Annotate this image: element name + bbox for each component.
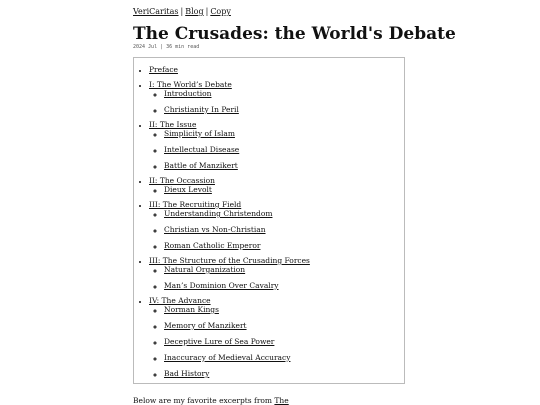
- read-time: 36 min read: [166, 44, 200, 50]
- meta-separator: |: [160, 44, 164, 50]
- toc-subsection-link[interactable]: Man’s Dominion Over Cavalry: [164, 281, 279, 290]
- post-meta: [133, 44, 199, 50]
- toc-subsection: [164, 281, 310, 290]
- top-nav: [133, 7, 231, 17]
- toc-subsection-link[interactable]: Roman Catholic Emperor: [164, 241, 261, 250]
- toc-section: [149, 80, 310, 114]
- toc-sublist: [149, 209, 310, 250]
- toc-section-link[interactable]: II: The Issue: [149, 120, 197, 129]
- toc-section-link[interactable]: I: The World’s Debate: [149, 80, 232, 89]
- toc-subsection-link[interactable]: Bad History: [164, 369, 210, 378]
- toc-section: [149, 176, 310, 194]
- excerpt-intro: [133, 396, 289, 405]
- toc-subsection-link[interactable]: Battle of Manzikert: [164, 161, 238, 170]
- nav-link-blog[interactable]: Blog: [185, 7, 204, 16]
- nav-link-copy[interactable]: Copy: [210, 7, 231, 16]
- toc-subsection-link[interactable]: Simplicity of Islam: [164, 129, 235, 138]
- page-title: The Crusades: the World's Debate: [133, 24, 456, 44]
- toc-subsection: [164, 89, 310, 98]
- toc-subsection: [164, 369, 310, 378]
- toc-subsection: [164, 265, 310, 274]
- toc-subsection: [164, 337, 310, 346]
- toc-subsection-link[interactable]: Memory of Manzikert: [164, 321, 247, 330]
- toc-section-link[interactable]: II: The Occassion: [149, 176, 215, 185]
- nav-separator: |: [180, 7, 184, 16]
- toc-subsection: [164, 305, 310, 314]
- toc-subsection: [164, 145, 310, 154]
- toc-subsection: [164, 129, 310, 138]
- toc-subsection: [164, 353, 310, 362]
- toc-sublist: [149, 89, 310, 114]
- toc-subsection-link[interactable]: Christian vs Non-Christian: [164, 225, 266, 234]
- toc-subsection-link[interactable]: Christianity In Peril: [164, 105, 239, 114]
- toc-sublist: [149, 129, 310, 170]
- toc-subsection-link[interactable]: Inaccuracy of Medieval Accuracy: [164, 353, 291, 362]
- toc-subsection-link[interactable]: Understanding Christendom: [164, 209, 273, 218]
- post-date: 2024 Jul: [133, 44, 158, 50]
- toc-subsection-link[interactable]: Intellectual Disease: [164, 145, 240, 154]
- toc-subsection-link[interactable]: Dieux Levolt: [164, 185, 212, 194]
- toc-section: [149, 256, 310, 290]
- excerpt-source-link[interactable]: The: [274, 396, 289, 405]
- toc-sublist: [149, 265, 310, 290]
- toc-subsection: [164, 321, 310, 330]
- toc-subsection: [164, 105, 310, 114]
- nav-link-home[interactable]: VeriCaritas: [133, 7, 179, 16]
- toc-subsection: [164, 209, 310, 218]
- toc-section-link[interactable]: III: The Structure of the Crusading Forces: [149, 256, 310, 265]
- toc-section: [149, 296, 310, 378]
- toc-subsection: [164, 225, 310, 234]
- excerpt-text: Below are my favorite excerpts from: [133, 396, 273, 405]
- toc-section: [149, 120, 310, 170]
- toc-list: [134, 65, 310, 384]
- toc-subsection: [164, 161, 310, 170]
- toc-section-link[interactable]: IV: The Advance: [149, 296, 211, 305]
- toc-section: [149, 65, 310, 74]
- toc-subsection-link[interactable]: Deceptive Lure of Sea Power: [164, 337, 275, 346]
- table-of-contents: [133, 57, 405, 384]
- toc-subsection: [164, 241, 310, 250]
- toc-sublist: [149, 305, 310, 378]
- toc-subsection-link[interactable]: Introduction: [164, 89, 212, 98]
- toc-section: [149, 200, 310, 250]
- toc-subsection: [164, 185, 310, 194]
- toc-subsection-link[interactable]: Natural Organization: [164, 265, 246, 274]
- toc-sublist: [149, 185, 310, 194]
- toc-section-link[interactable]: Preface: [149, 65, 178, 74]
- toc-section-link[interactable]: III: The Recruiting Field: [149, 200, 242, 209]
- nav-separator: |: [205, 7, 209, 16]
- toc-subsection-link[interactable]: Norman Kings: [164, 305, 219, 314]
